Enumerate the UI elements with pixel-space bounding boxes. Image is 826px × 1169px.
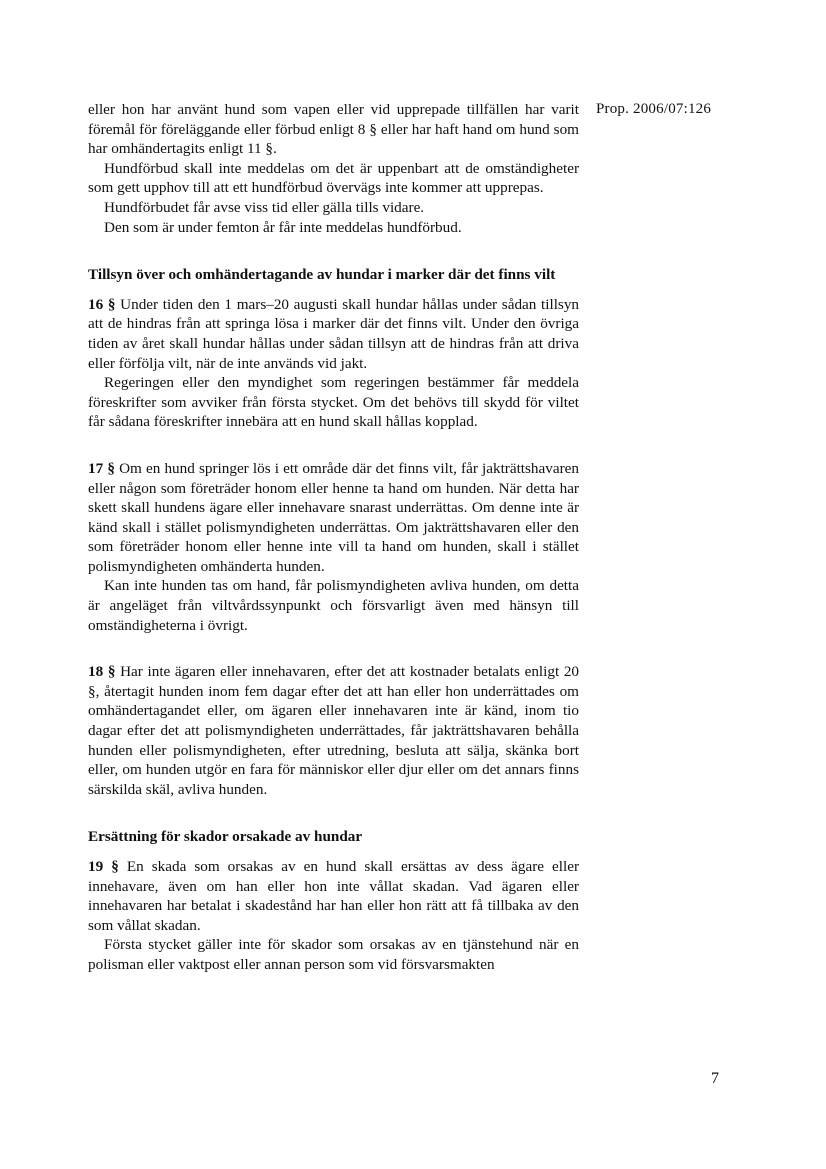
section-heading: Ersättning för skador orsakade av hundar [88, 828, 363, 846]
paragraph: Den som är under femton år får inte meddelas hundförbud. [104, 218, 462, 236]
section-19-paragraph [88, 857, 579, 935]
paragraph: Kan inte hunden tas om hand, får polismyndigheten avliva hunden, om detta är angeläget från viltvårdssynpunkt och försvarligt även med hänsyn till omständigheterna i övrigt. [88, 577, 579, 634]
paragraph: Regeringen eller den myndighet som regeringen bestämmer får meddela föreskrifter som avviker från första stycket. Om det behövs till skydd för viltet får sådana föreskrifter innebära att en hund skall hållas kopplad. [88, 374, 579, 431]
paragraph-text: Under tiden den 1 mars–20 augusti skall hundar hållas under sådan tillsyn att de hindras från att springa lösa i marker där det finns vilt. Under den övriga tiden av året skall hundar hållas under sådan tillsyn att de hindras från att driva eller förfölja vilt, när de inte används vid jakt. [88, 295, 580, 372]
margin-reference: Prop. 2006/07:126 [596, 101, 712, 117]
section-number: 19 § [88, 858, 119, 875]
section-17-paragraph [88, 459, 579, 577]
section-number: 18 § [88, 663, 116, 681]
paragraph: Hundförbudet får avse viss tid eller gälla tills vidare. [104, 198, 425, 216]
section-18-paragraph [88, 662, 579, 799]
section-number: 16 § [88, 295, 116, 313]
paragraph: eller hon har använt hund som vapen eller vid upprepade tillfällen har varit föremål för föreläggande eller förbud enligt 8 § eller har haft hand om hund som har omhändertagits enligt 11 §. [88, 101, 579, 158]
main-text-column [88, 100, 579, 975]
section-16-paragraph [88, 295, 579, 373]
paragraph: Första stycket gäller inte för skador som orsakas av en tjänstehund när en polisman eller vaktpost eller annan person som vid försvarsmakten [88, 936, 579, 973]
paragraph-text: Om en hund springer lös i ett område där det finns vilt, får jakträttshavaren eller någon som företräder honom eller henne ta hand om hunden. När detta har skett skall hundens ägare eller innehavare snarast underrättas. Om denne inte är känd skall i stället polismyndigheten underrättas. Om jakträttshavaren eller den som företräder honom eller henne inte vill ta hand om hunden, skall i stället polismyndigheten omhänderta hunden. [88, 459, 579, 575]
paragraph-text: Har inte ägaren eller innehavaren, efter det att kostnader betalats enligt 20 §, återtagit hunden inom fem dagar efter det att han eller hon underrättades om omhändertagandet eller, om ägaren eller innehavaren inte är känd, inom tio dagar efter det att polismyndigheten underrättades, får jakträttshavaren behålla hunden eller polismyndigheten, efter utredning, besluta att sälja, skänka bort eller, om hunden utgör en fara för människor eller djur eller om det annars finns särskilda skäl, avliva hunden. [88, 663, 580, 798]
section-heading: Tillsyn över och omhändertagande av hundar i marker där det finns vilt [88, 266, 556, 284]
section-number: 17 § [88, 459, 115, 477]
paragraph: Hundförbud skall inte meddelas om det är uppenbart att de omständigheter som gett upphov till att ett hundförbud övervägs inte kommer att upprepas. [88, 159, 579, 197]
page-number: 7 [711, 1070, 719, 1087]
paragraph-text: En skada som orsakas av en hund skall ersättas av dess ägare eller innehavare, även om han eller hon inte vållat skadan. Vad ägaren eller innehavaren har betalat i skadestånd har han eller hon rätt att få tillbaka av den som vållat skadan. [88, 858, 580, 934]
